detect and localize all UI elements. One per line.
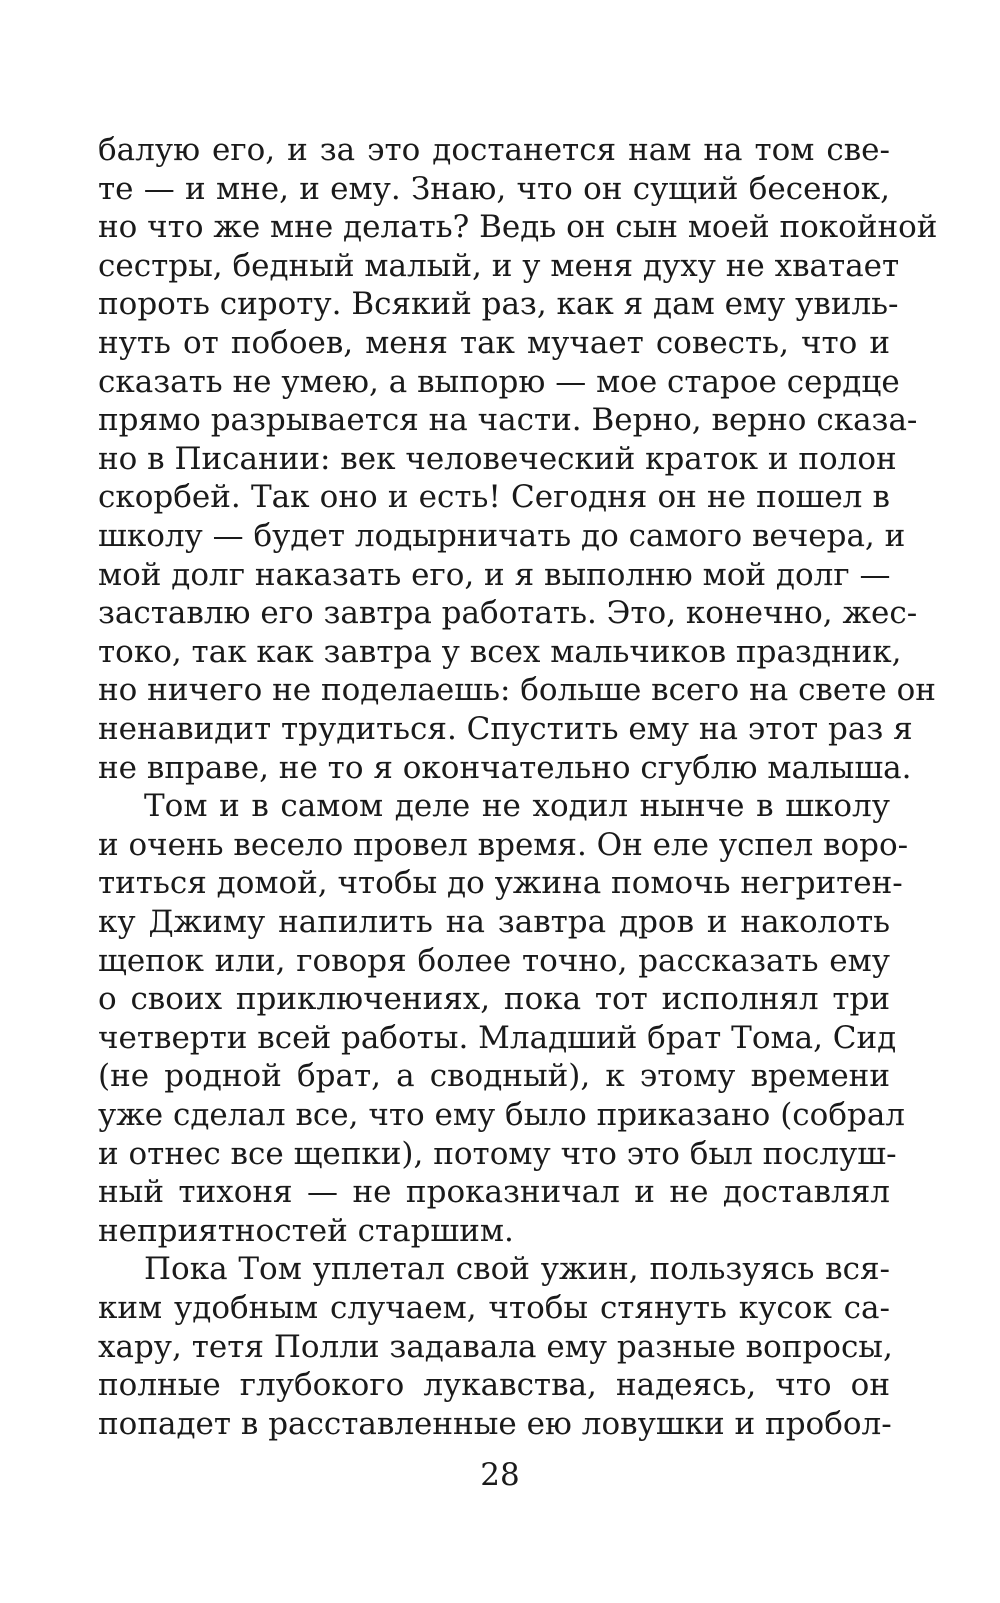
text-line: полные глубокого лукавства, надеясь, что он — [98, 1367, 890, 1404]
text-line: нуть от побоев, меня так мучает совесть, что и — [98, 325, 890, 361]
text-line: мой долг наказать его, и я выполню мой долг — — [98, 556, 891, 593]
text-line: уже сделал все, что ему было приказано (собрал — [98, 1097, 905, 1133]
text-line: ку Джиму напилить на завтра дров и наколоть — [98, 904, 890, 940]
text-line: ный тихоня — не проказничал и не доставлял — [98, 1174, 890, 1211]
text-line: но что же мне делать? Ведь он сын моей покойной — [98, 209, 938, 246]
text-line: ким удобным случаем, чтобы стянуть кусок са- — [98, 1290, 890, 1326]
text-line: сестры, бедный малый, и у меня духу не хватает — [98, 247, 900, 284]
text-line: четверти всей работы. Младший брат Тома, Сид — [98, 1019, 897, 1056]
text-line: сказать не умею, а выпорю — мое старое сердце — [98, 363, 900, 400]
text-line: те — и мне, и ему. Знаю, что он сущий бесенок, — [98, 170, 890, 207]
text-line: пороть сироту. Всякий раз, как я дам ему увиль- — [98, 286, 899, 323]
text-line: и очень весело провел время. Он еле успел воро- — [98, 826, 909, 863]
text-line: балую его, и за это достанется нам на том све- — [98, 132, 890, 168]
text-line: и отнес все щепки), потому что это был послуш- — [98, 1135, 897, 1172]
text-line: (не родной брат, а сводный), к этому времени — [98, 1058, 890, 1095]
text-line: неприятностей старшим. — [98, 1212, 514, 1249]
text-line: прямо разрывается на части. Верно, верно сказа- — [98, 402, 918, 439]
text-line: но в Писании: век человеческий краток и полон — [98, 440, 897, 477]
text-line: не вправе, не то я окончательно сгублю малыша. — [98, 749, 912, 786]
text-line: ненавидит трудиться. Спустить ему на этот раз я — [98, 711, 913, 747]
text-line: скорбей. Так оно и есть! Сегодня он не пошел в — [98, 479, 890, 516]
text-line: токо, так как завтра у всех мальчиков праздник, — [98, 633, 902, 670]
text-line: хару, тетя Полли задавала ему разные вопросы, — [98, 1328, 893, 1365]
text-line: щепок или, говоря более точно, рассказать ему — [98, 942, 890, 979]
text-line: Том и в самом деле не ходил нынче в школу — [144, 788, 890, 825]
text-line: заставлю его завтра работать. Это, конечно, жес- — [98, 595, 918, 632]
text-line: титься домой, чтобы до ужина помочь негритен- — [98, 865, 903, 902]
text-line: но ничего не поделаешь: больше всего на свете он — [98, 672, 936, 709]
text-line: Пока Том уплетал свой ужин, пользуясь вся- — [144, 1251, 890, 1288]
text-line: школу — будет лодырничать до самого вечера, и — [98, 518, 906, 554]
text-line: попадет в расставленные ею ловушки и пробол- — [98, 1405, 892, 1442]
text-line: о своих приключениях, пока тот исполнял три — [98, 981, 890, 1018]
page-number: 28 — [480, 1457, 520, 1493]
